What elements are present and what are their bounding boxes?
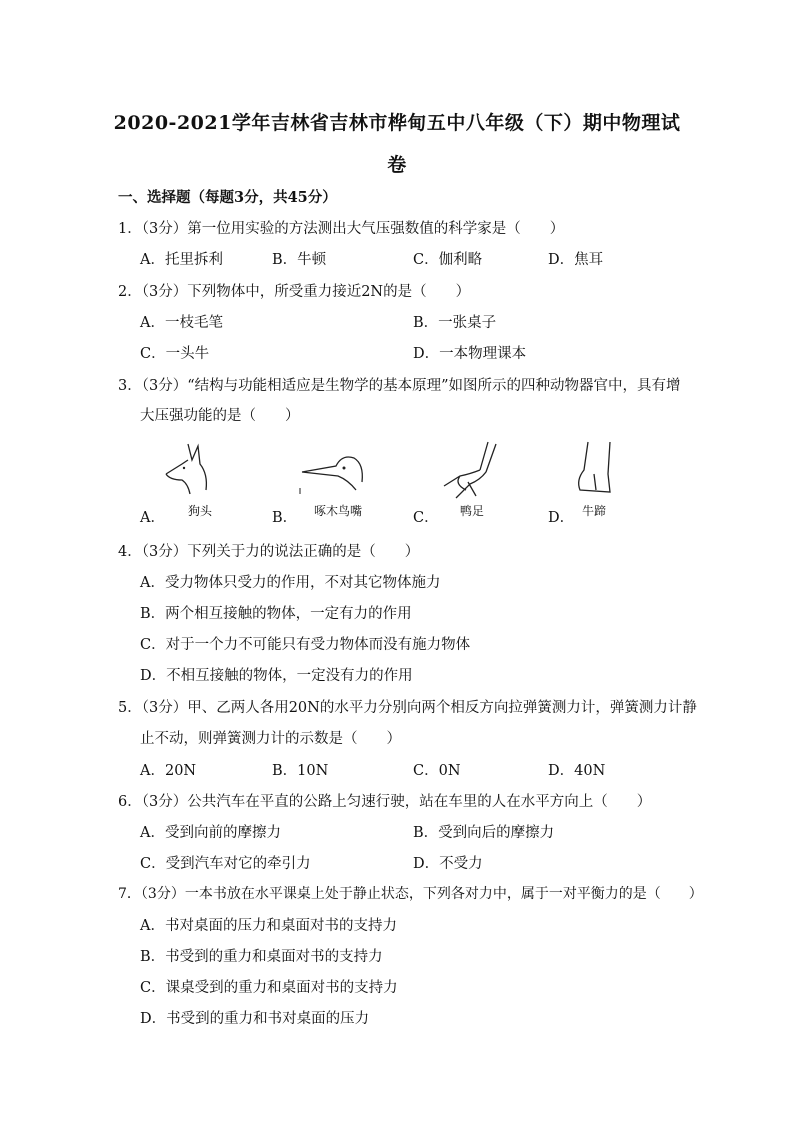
woodpecker-beak-figure [298, 450, 368, 496]
q5-option-c: C．0N [413, 763, 461, 779]
section-heading-choice: 一、选择题（每题3分，共45分） [118, 189, 337, 206]
q7-option-d: D．书受到的重力和书对桌面的压力 [140, 1011, 370, 1027]
duck-foot-figure [440, 440, 500, 502]
question-7-stem: 7．（3分）一本书放在水平课桌上处于静止状态，下列各对力中，属于一对平衡力的是（ ） [118, 886, 703, 902]
question-5-stem-line2: 止不动，则弹簧测力计的示数是（ ） [140, 731, 401, 747]
question-2-stem: 2．（3分）下列物体中，所受重力接近2N的是（ ） [118, 284, 471, 300]
question-5-stem-line1: 5．（3分）甲、乙两人各用20N的水平力分别向两个相反方向拉弹簧测力计，弹簧测力计静 [118, 700, 697, 716]
q4-option-b: B．两个相互接触的物体，一定有力的作用 [140, 606, 412, 622]
q4-option-d: D．不相互接触的物体，一定没有力的作用 [140, 668, 413, 684]
q1-option-b: B．牛顿 [272, 252, 327, 268]
q6-option-d: D．不受力 [413, 856, 483, 872]
q3-option-d: D． [548, 510, 575, 526]
q4-option-a: A．受力物体只受力的作用，不对其它物体施力 [140, 575, 441, 591]
q3-option-a: A． [140, 510, 165, 526]
question-4-stem: 4．（3分）下列关于力的说法正确的是（ ） [118, 544, 420, 560]
q2-option-b: B．一张桌子 [413, 315, 497, 331]
q4-option-c: C．对于一个力不可能只有受力物体而没有施力物体 [140, 637, 471, 653]
caption-ox-hoof: 牛蹄 [582, 504, 607, 518]
q1-option-a: A．托里拆利 [140, 252, 223, 268]
caption-duck-foot: 鸭足 [460, 504, 485, 518]
question-6-stem: 6．（3分）公共汽车在平直的公路上匀速行驶，站在车里的人在水平方向上（ ） [118, 794, 652, 810]
q2-option-d: D．一本物理课本 [413, 346, 527, 362]
q1-option-d: D．焦耳 [548, 252, 604, 268]
exam-title-line2: 卷 [387, 154, 407, 176]
q5-option-d: D．40N [548, 763, 606, 779]
q6-option-a: A．受到向前的摩擦力 [140, 825, 281, 841]
q2-option-c: C．一头牛 [140, 346, 210, 362]
q2-option-a: A．一枝毛笔 [140, 315, 223, 331]
q7-option-c: C．课桌受到的重力和桌面对书的支持力 [140, 980, 398, 996]
q6-option-c: C．受到汽车对它的牵引力 [140, 856, 311, 872]
q3-option-c: C． [413, 510, 439, 526]
q7-option-b: B．书受到的重力和桌面对书的支持力 [140, 949, 383, 965]
q1-option-c: C．伽利略 [413, 252, 483, 268]
ox-hoof-figure [570, 440, 620, 500]
q7-option-a: A．书对桌面的压力和桌面对书的支持力 [140, 918, 397, 934]
caption-woodpecker-beak: 啄木鸟嘴 [314, 504, 363, 518]
caption-dog-head: 狗头 [188, 504, 213, 518]
q5-option-b: B．10N [272, 763, 329, 779]
q5-option-a: A．20N [140, 763, 197, 779]
q3-option-b: B． [272, 510, 298, 526]
question-1-stem: 1．（3分）第一位用实验的方法测出大气压强数值的科学家是（ ） [118, 221, 565, 237]
exam-title-line1: 2020-2021学年吉林省吉林市桦甸五中八年级（下）期中物理试 [113, 112, 681, 134]
question-3-stem-line1: 3．（3分）“结构与功能相适应是生物学的基本原理”如图所示的四种动物器官中，具有增 [118, 378, 681, 394]
dog-head-figure [160, 440, 226, 500]
question-3-stem-line2: 大压强功能的是（ ） [140, 408, 300, 424]
q6-option-b: B．受到向后的摩擦力 [413, 825, 555, 841]
